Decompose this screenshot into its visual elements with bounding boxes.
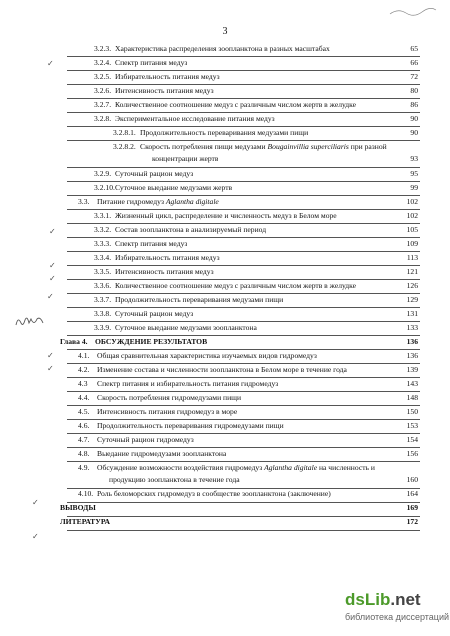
toc-entry <box>0 309 450 322</box>
toc-entry-number: 3.2.3. <box>94 44 112 53</box>
check-mark-icon: ✓ <box>47 59 54 68</box>
toc-entry-page: 153 <box>406 420 418 430</box>
check-mark-icon: ✓ <box>49 261 56 270</box>
toc-entry-number: 4.10. <box>78 489 94 499</box>
toc-entry-title: Интенсивность питания медуз <box>115 266 214 276</box>
toc-entry-number: 4.2. <box>78 364 90 374</box>
toc-entry-title: Спектр питания медуз <box>115 58 188 67</box>
toc-entry-number: 3.3.1. <box>94 210 112 220</box>
toc-entry-number: 3.3. <box>78 196 90 206</box>
toc-entry-title: Роль беломорских гидромедуз в сообществе зоопланктона (заключение) <box>97 489 331 499</box>
toc-entry <box>0 351 450 364</box>
toc-entry-page: 160 <box>406 474 418 484</box>
toc-entry-number: 4.6. <box>78 420 90 430</box>
toc-entry-page: 90 <box>410 128 418 137</box>
toc-entry <box>0 100 450 113</box>
toc-entry-number: 4.5. <box>78 406 90 416</box>
toc-entry-number: 3.3.4. <box>94 252 112 262</box>
toc-entry-number: 4.8. <box>78 448 90 458</box>
toc-entry-number: 3.3.6. <box>94 280 112 290</box>
toc-entry <box>0 281 450 294</box>
toc-entry <box>0 72 450 85</box>
toc-entry <box>0 114 450 127</box>
toc-entry-title: ЛИТЕРАТУРА <box>60 517 110 527</box>
toc-entry-page: 95 <box>410 168 418 178</box>
toc-entry-title: Характеристика распределения зоопланктона в разных масштабах <box>115 44 330 53</box>
toc-entry <box>0 463 450 489</box>
toc-entry-page: 80 <box>410 86 418 95</box>
toc-entry-page: 113 <box>406 252 418 262</box>
toc-entry-number: 3.2.8. <box>94 114 112 123</box>
toc-entry-number: 4.1. <box>78 350 90 360</box>
toc-entry-title: Спектр питания медуз <box>115 238 188 248</box>
page-number: 3 <box>222 26 228 37</box>
toc-entry-page: 164 <box>406 489 418 499</box>
toc-entry-title: ВЫВОДЫ <box>60 503 96 513</box>
watermark-logo: dsLib.net <box>345 590 421 609</box>
toc-entry-page: 86 <box>410 100 418 109</box>
toc-entry-number: 4.9. <box>78 462 90 472</box>
toc-entry <box>0 323 450 336</box>
toc-entry-title: Суточный рацион гидромедуз <box>97 434 194 444</box>
toc-entry-title: Жизненный цикл, распределение и численность медуз в Белом море <box>115 210 337 220</box>
toc-entry-title: Суточный рацион медуз <box>115 168 194 178</box>
toc-entry-title: Питание гидромедуз Aglantha digitale <box>97 196 219 206</box>
toc-entry <box>0 489 450 502</box>
toc-entry-number: 4.3 <box>78 378 88 388</box>
toc-entry-page: 139 <box>406 364 418 374</box>
check-mark-icon: ✓ <box>49 227 56 236</box>
toc-entry-number: 4.4. <box>78 392 90 402</box>
toc-entry-page: 72 <box>410 72 418 81</box>
toc-entry-title: Интенсивность питания гидромедуз в море <box>97 406 238 416</box>
toc-entry <box>0 267 450 280</box>
toc-entry-page: 102 <box>406 210 418 220</box>
toc-entry-number: 3.2.8.2. <box>113 142 136 151</box>
toc-entry-number: 3.3.2. <box>94 224 112 234</box>
toc-entry <box>0 239 450 252</box>
toc-entry <box>0 169 450 182</box>
toc-entry <box>0 211 450 224</box>
toc-entry <box>0 435 450 448</box>
toc-entry-page: 154 <box>406 434 418 444</box>
toc-entry-page: 93 <box>410 154 418 163</box>
toc-rule <box>67 530 420 531</box>
toc-entry-title: Обсуждение возможности воздействия гидромедуз Aglantha digitale на численность и <box>97 462 375 472</box>
toc-entry-page: 148 <box>406 392 418 402</box>
toc-entry-number: 3.2.7. <box>94 100 112 109</box>
toc-entry-number: 3.2.4. <box>94 58 112 67</box>
toc-entry-title: Суточное выедание медузами жертв <box>115 182 233 192</box>
toc-entry-page: 136 <box>406 350 418 360</box>
toc-entry <box>0 197 450 210</box>
toc-entry <box>0 253 450 266</box>
toc-entry <box>0 517 450 530</box>
toc-entry <box>0 183 450 196</box>
toc-entry-number: 3.2.9. <box>94 168 112 178</box>
check-mark-icon: ✓ <box>49 274 56 283</box>
toc-entry-title: Суточное выедание медузами зоопланктона <box>115 322 257 332</box>
toc-entry-title: Интенсивность питания медуз <box>115 86 214 95</box>
toc-entry-number: 3.3.7. <box>94 294 112 304</box>
toc-entry-page: 136 <box>406 336 418 346</box>
toc-entry-page: 131 <box>406 308 418 318</box>
toc-entry-title: Изменение состава и численности зоопланктона в Белом море в течение года <box>97 364 347 374</box>
check-mark-icon: ✓ <box>32 532 39 541</box>
toc-entry-number: Глава 4. <box>60 336 88 346</box>
toc-entry-number: 3.3.9. <box>94 322 112 332</box>
toc-entry <box>0 449 450 462</box>
toc-entry-page: 121 <box>406 266 418 276</box>
toc-entry-number: 3.2.10. <box>94 182 115 192</box>
toc-entry-number: 3.2.8.1. <box>113 128 136 137</box>
toc-entry-title: Продолжительность переваривания медузами пищи <box>115 294 284 304</box>
toc-entry <box>0 503 450 516</box>
check-mark-icon: ✓ <box>32 498 39 507</box>
toc-entry-page: 109 <box>406 238 418 248</box>
toc-entry-page: 90 <box>410 114 418 123</box>
toc-entry <box>0 365 450 378</box>
toc-entry <box>0 337 450 350</box>
check-mark-icon: ✓ <box>47 364 54 373</box>
toc-entry-page: 143 <box>406 378 418 388</box>
toc-entry-title: Общая сравнительная характеристика изучаемых видов гидромедуз <box>97 350 317 360</box>
toc-entry-title: Скорость потребления гидромедузами пищи <box>97 392 242 402</box>
handwritten-note <box>14 314 46 330</box>
toc-entry-page: 150 <box>406 406 418 416</box>
toc-entry-title: Суточный рацион медуз <box>115 308 194 318</box>
toc-entry-page: 129 <box>406 294 418 304</box>
toc-entry-title: Продолжительность переваривания медузами пищи <box>140 128 309 137</box>
toc-entry-page: 133 <box>406 322 418 332</box>
toc-entry-number: 3.2.6. <box>94 86 112 95</box>
toc-entry <box>0 379 450 392</box>
toc-entry-page: 156 <box>406 448 418 458</box>
toc-entry <box>0 407 450 420</box>
toc-entry-title: ОБСУЖДЕНИЕ РЕЗУЛЬТАТОВ <box>95 336 208 346</box>
toc-entry-title: Выедание гидромедузами зоопланктона <box>97 448 227 458</box>
toc-entry <box>0 393 450 406</box>
toc-entry-page: 172 <box>406 517 418 527</box>
toc-entry-title: Количественное соотношение медуз с различным числом жертв в желудке <box>115 280 357 290</box>
toc-entry-number: 3.2.5. <box>94 72 112 81</box>
toc-entry <box>0 295 450 308</box>
toc-entry-title: Избирательность питания медуз <box>115 72 220 81</box>
toc-entry-page: 105 <box>406 224 418 234</box>
toc-entry-page: 65 <box>410 44 418 53</box>
toc-entry-title: Спектр питания и избирательность питания гидромедуз <box>97 378 279 388</box>
toc-entry-page: 126 <box>406 280 418 290</box>
toc-entry-title: Состав зоопланктона в анализируемый период <box>115 224 267 234</box>
toc-entry <box>0 142 450 168</box>
toc-entry-title: Экспериментальное исследование питания медуз <box>115 114 275 123</box>
toc-entry-title-continued: продукцию зоопланктона в течение года <box>109 474 240 484</box>
toc-entry-title: Продолжительность переваривания гидромедузами пищи <box>97 420 284 430</box>
toc-entry-page: 102 <box>406 196 418 206</box>
toc-entry-number: 3.3.8. <box>94 308 112 318</box>
toc-entry-page: 169 <box>406 503 418 513</box>
toc-entry <box>0 128 450 141</box>
toc-entry-page: 99 <box>410 182 418 192</box>
toc-entry-number: 3.3.3. <box>94 238 112 248</box>
toc-entry-title-continued: концентрации жертв <box>152 154 219 163</box>
watermark-subtitle: библиотека диссертаций <box>345 612 450 622</box>
toc-entry-number: 3.3.5. <box>94 266 112 276</box>
check-mark-icon: ✓ <box>47 351 54 360</box>
check-mark-icon: ✓ <box>47 292 54 301</box>
toc-entry-title: Скорость потребления пищи медузами Bougainvillia superciliaris при разной <box>140 142 387 151</box>
scan-scribble <box>388 4 438 22</box>
toc-entry <box>0 421 450 434</box>
toc-entry <box>0 225 450 238</box>
toc-entry-number: 4.7. <box>78 434 90 444</box>
toc-entry <box>0 44 450 57</box>
toc-entry <box>0 58 450 71</box>
toc-entry <box>0 86 450 99</box>
toc-entry-title: Избирательность питания медуз <box>115 252 220 262</box>
toc-entry-page: 66 <box>410 58 418 67</box>
toc-entry-title: Количественное соотношение медуз с различным числом жертв в желудке <box>115 100 357 109</box>
